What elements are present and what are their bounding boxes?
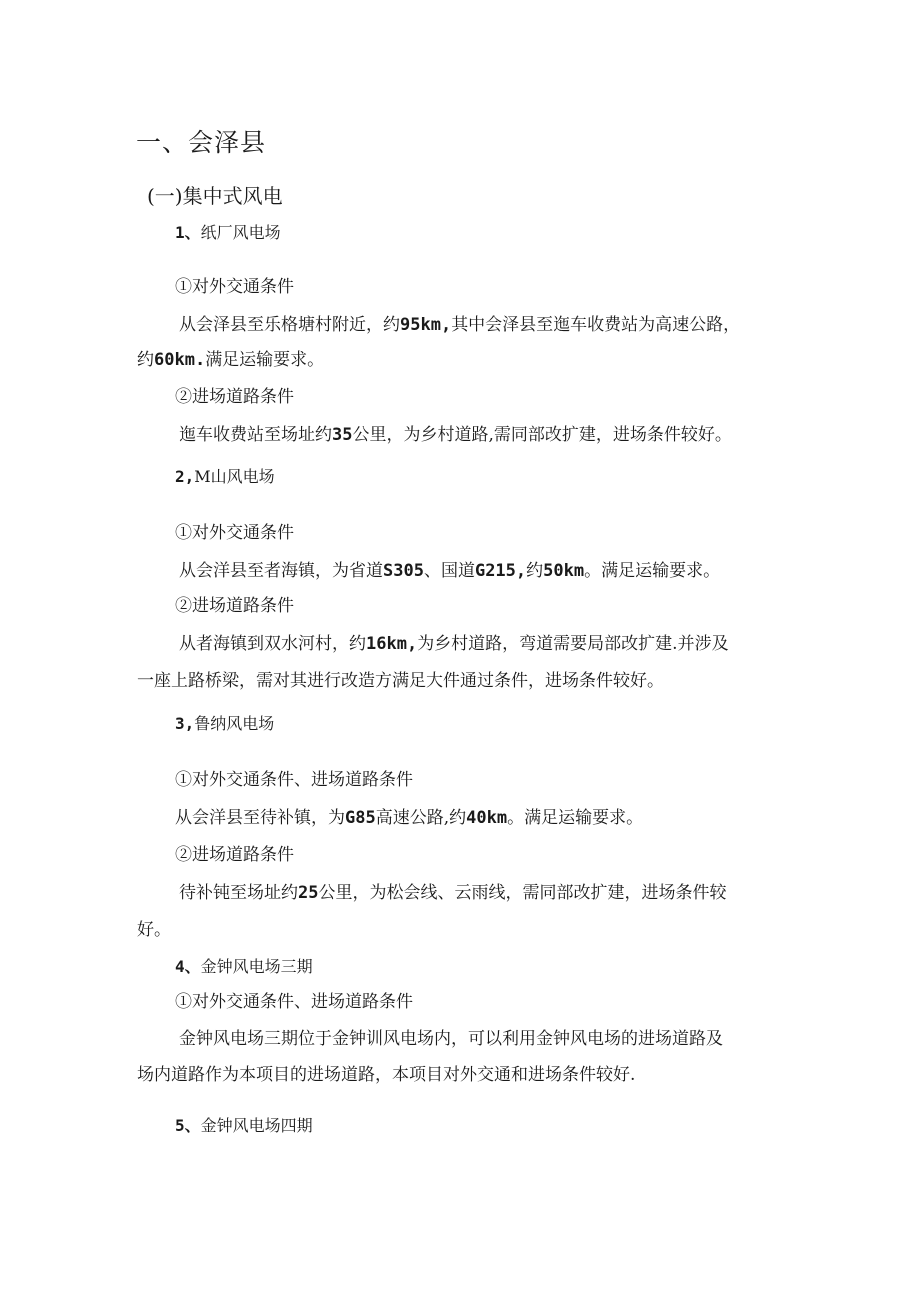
heading-county: 一、会泽县 — [136, 128, 267, 157]
project-5-title: 5、金钟风电场四期 — [175, 1116, 313, 1135]
project-3-external-label: ①对外交通条件、进场道路条件 — [175, 770, 413, 790]
project-2-road-line-1: 从者海镇到双水河村，约16km,为乡村道路，弯道需要局部改扩建.并涉及 — [179, 634, 729, 654]
project-4-body-line-2: 场内道路作为本项目的进场道路，本项目对外交通和进场条件较好. — [137, 1065, 636, 1085]
project-3-road-line-1: 待补钝至场址约25公里，为松会线、云雨线，需同部改扩建，进场条件较 — [179, 883, 727, 903]
project-4-external-label: ①对外交通条件、进场道路条件 — [175, 992, 413, 1012]
project-2-road-line-2: 一座上路桥梁，需对其进行改造方满足大件通过条件，进场条件较好。 — [137, 671, 664, 691]
project-1-external-line-1: 从会泽县至乐格塘村附近，约95km,其中会泽县至迤车收费站为高速公路， — [179, 315, 741, 335]
project-3-road-line-2: 好。 — [137, 920, 171, 940]
project-1-road-line-1: 迤车收费站至场址约35公里，为乡村道路,需同部改扩建，进场条件较好。 — [179, 425, 732, 445]
project-3-external-line-1: 从会洋县至待补镇，为G85高速公路,约40km。满足运输要求。 — [175, 808, 644, 828]
project-1-road-label: ②进场道路条件 — [175, 387, 294, 407]
project-4-title: 4、金钟风电场三期 — [175, 957, 313, 976]
project-3-title: 3,鲁纳风电场 — [175, 714, 275, 733]
project-3-road-label: ②进场道路条件 — [175, 845, 294, 865]
project-2-road-label: ②进场道路条件 — [175, 596, 294, 616]
project-1-external-label: ①对外交通条件 — [175, 277, 294, 297]
project-2-title: 2,M山风电场 — [175, 467, 275, 486]
project-2-external-label: ①对外交通条件 — [175, 523, 294, 543]
project-2-external-line-1: 从会洋县至者海镇，为省道S305、国道G215,约50km。满足运输要求。 — [179, 561, 721, 581]
project-1-external-line-2: 约60km.满足运输要求。 — [137, 350, 325, 370]
project-1-title: 1、纸厂风电场 — [175, 223, 281, 242]
project-4-body-line-1: 金钟风电场三期位于金钟训风电场内，可以利用金钟风电场的进场道路及 — [179, 1029, 723, 1049]
heading-section: (一)集中式风电 — [147, 184, 283, 208]
